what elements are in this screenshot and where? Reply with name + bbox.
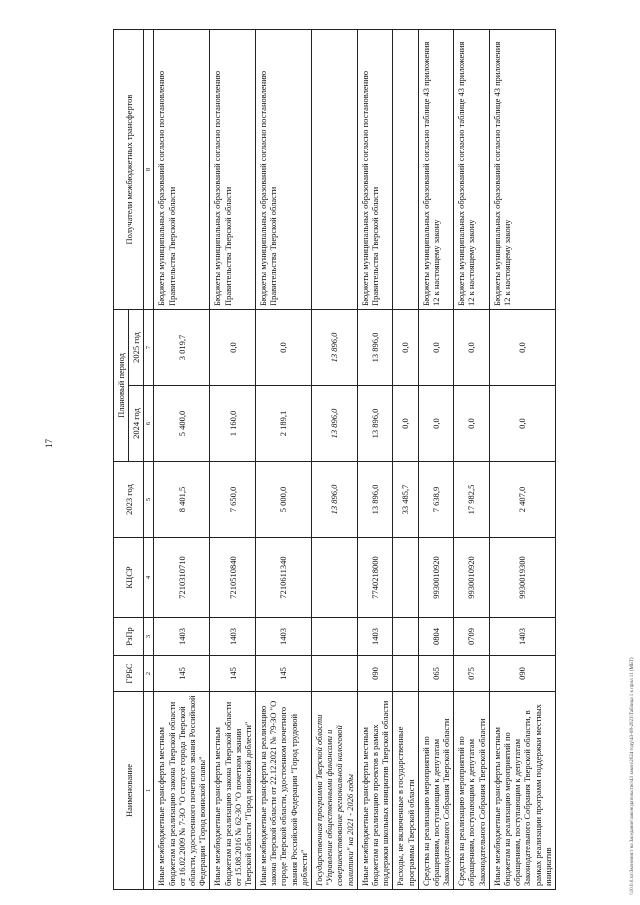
row-name-cell: Средства на реализацию мероприятий по обращениям, поступающим к депутатам Законодательного Собрания Тверской области — [418, 692, 454, 890]
amount-2023-cell: 8 401,5 — [154, 462, 210, 538]
rzpr-cell: 1403 — [154, 618, 210, 656]
rzpr-cell — [312, 618, 358, 656]
grbs-cell: 145 — [210, 656, 256, 692]
table-row — [418, 30, 454, 890]
amount-2024-cell: 0,0 — [454, 386, 490, 462]
header-grbs: ГРБС — [114, 656, 144, 692]
column-number: 5 — [144, 462, 154, 538]
table-row — [312, 30, 358, 890]
recipients-cell: Бюджеты муниципальных образований согласно таблице 43 приложения 12 к настоящему закону — [454, 30, 490, 310]
amount-2025-cell: 0,0 — [454, 310, 490, 386]
rzpr-cell: 1403 — [489, 618, 555, 656]
kcsr-cell — [312, 538, 358, 618]
table-row — [210, 30, 256, 890]
amount-2025-cell: 0,0 — [210, 310, 256, 386]
grbs-cell: 145 — [256, 656, 312, 692]
recipients-cell: Бюджеты муниципальных образований согласно таблице 43 приложения 12 к настоящему закону — [489, 30, 555, 310]
column-number: 1 — [144, 692, 154, 890]
amount-2024-cell: 0,0 — [489, 386, 555, 462]
kcsr-cell: 9930019300 — [489, 538, 555, 618]
amount-2025-cell: 0,0 — [256, 310, 312, 386]
table-row — [154, 30, 210, 890]
row-name-cell: Иные межбюджетные трансферты местным бюджетам на реализацию проектов в рамках поддержки школьных инициатив Тверской области — [357, 692, 393, 890]
amount-2023-cell: 33 485,7 — [393, 462, 418, 538]
amount-2025-cell: 13 896,0 — [357, 310, 393, 386]
row-name-cell: Государственная программа Тверской области "Управление общественными финансами и совершенствование региональной налоговой политики" на 2021 - 2026 годы — [312, 692, 358, 890]
amount-2024-cell: 13 896,0 — [312, 386, 358, 462]
column-number: 7 — [144, 310, 154, 386]
amount-2025-cell: 13 896,0 — [312, 310, 358, 386]
table-row — [454, 30, 490, 890]
row-name-cell: Расходы, не включенные в государственные программы Тверской области — [393, 692, 418, 890]
grbs-cell — [393, 656, 418, 692]
column-number: 6 — [144, 386, 154, 462]
grbs-cell — [312, 656, 358, 692]
kcsr-cell: 7210611340 — [256, 538, 312, 618]
transfers-table — [113, 29, 556, 890]
header-recipients: Получатели межбюджетных трансфертов — [114, 30, 144, 310]
kcsr-cell: 9930010920 — [454, 538, 490, 618]
row-name-cell: Иные межбюджетные трансферты местным бюджетам на реализацию мероприятий по обращениям, поступающим к депутатам Законодательного Собрания Тверской области, в рамках реализации программ поддержки местных инициатив — [489, 692, 555, 890]
column-number: 8 — [144, 30, 154, 310]
rzpr-cell: 1403 — [210, 618, 256, 656]
column-number-row — [144, 30, 154, 890]
recipients-cell — [312, 30, 358, 310]
amount-2023-cell: 5 000,0 — [256, 462, 312, 538]
kcsr-cell: 7210510840 — [210, 538, 256, 618]
rzpr-cell: 0804 — [418, 618, 454, 656]
amount-2023-cell: 7 650,0 — [210, 462, 256, 538]
table-row — [256, 30, 312, 890]
amount-2023-cell: 2 407,0 — [489, 462, 555, 538]
header-2025: 2025 год — [129, 310, 144, 386]
amount-2024-cell: 13 896,0 — [357, 386, 393, 462]
header-2023: 2023 год — [114, 462, 144, 538]
column-number: 2 — [144, 656, 154, 692]
header-kcsr: КЦСР — [114, 538, 144, 618]
amount-2023-cell: 13 896,0 — [357, 462, 393, 538]
amount-2023-cell: 7 638,9 — [418, 462, 454, 538]
row-name-cell: Иные межбюджетные трансферты местным бюджетам на реализацию закона Тверской области от 16.02.2009 № 7-ЗО "О статусе города Тверской области, удостоенного почетного звания Российской Федерации "Город воинской славы" — [154, 692, 210, 890]
page-number: 17 — [44, 439, 54, 448]
amount-2024-cell: 2 189,1 — [256, 386, 312, 462]
kcsr-cell: 7210310710 — [154, 538, 210, 618]
table-body — [154, 30, 556, 890]
header-name: Наименование — [114, 692, 144, 890]
recipients-cell: Бюджеты муниципальных образований согласно постановлению Правительства Тверской области — [210, 30, 256, 310]
table-row — [393, 30, 418, 890]
rzpr-cell: 0709 — [454, 618, 490, 656]
kcsr-cell — [393, 538, 418, 618]
amount-2024-cell: 0,0 — [418, 386, 454, 462]
grbs-cell: 090 — [489, 656, 555, 692]
grbs-cell: 065 — [418, 656, 454, 692]
recipients-cell — [393, 30, 418, 310]
grbs-cell: 145 — [154, 656, 210, 692]
kcsr-cell: 9930010920 — [418, 538, 454, 618]
kcsr-cell: 7740218000 — [357, 538, 393, 618]
amount-2025-cell: 0,0 — [418, 310, 454, 386]
amount-2025-cell: 0,0 — [393, 310, 418, 386]
recipients-cell: Бюджеты муниципальных образований согласно постановлению Правительства Тверской области — [256, 30, 312, 310]
grbs-cell: 075 — [454, 656, 490, 692]
row-name-cell: Иные межбюджетные трансферты местным бюджетам на реализацию закона Тверской области от 15.08.2016 № 62-ЗО "О почетном звании Тверской области "Город воинской доблести" — [210, 692, 256, 890]
amount-2025-cell: 3 019,7 — [154, 310, 210, 386]
recipients-cell: Бюджеты муниципальных образований согласно таблице 43 приложения 12 к настоящему закону — [418, 30, 454, 310]
amount-2023-cell: 13 896,0 — [312, 462, 358, 538]
amount-2024-cell: 5 400,0 — [154, 386, 210, 462]
table-row — [357, 30, 393, 890]
column-number: 3 — [144, 618, 154, 656]
rzpr-cell: 1403 — [357, 618, 393, 656]
amount-2025-cell: 0,0 — [489, 310, 555, 386]
recipients-cell: Бюджеты муниципальных образований согласно постановлению Правительства Тверской области — [357, 30, 393, 310]
rotated-table-wrapper — [113, 30, 613, 890]
row-name-cell: Средства на реализацию мероприятий по обращениям, поступающим к депутатам Законодательного Собрания Тверской области — [454, 692, 490, 890]
header-planned-period: Плановый период — [114, 310, 129, 462]
recipients-cell: Бюджеты муниципальных образований согласно постановлению Правительства Тверской области — [154, 30, 210, 310]
footer-path: \\10.0.0.xx\Зкономист на Заседание\законодательство\43 закон\2024 году\43-08-2023\Таблица 1 к прил 11 (МБТ) — [630, 657, 635, 895]
table-row — [489, 30, 555, 890]
column-number: 4 — [144, 538, 154, 618]
header-2024: 2024 год — [129, 386, 144, 462]
header-rzpr: РзПр — [114, 618, 144, 656]
amount-2024-cell: 0,0 — [393, 386, 418, 462]
grbs-cell: 090 — [357, 656, 393, 692]
amount-2024-cell: 1 160,0 — [210, 386, 256, 462]
amount-2023-cell: 17 982,5 — [454, 462, 490, 538]
row-name-cell: Иные межбюджетные трансферты на реализацию закона Тверской области от 22.12.2021 № 79-ЗО "О городе Тверской области, удостоенном почетного звания Российской Федерации "Город трудовой доблести" — [256, 692, 312, 890]
rzpr-cell — [393, 618, 418, 656]
rzpr-cell: 1403 — [256, 618, 312, 656]
